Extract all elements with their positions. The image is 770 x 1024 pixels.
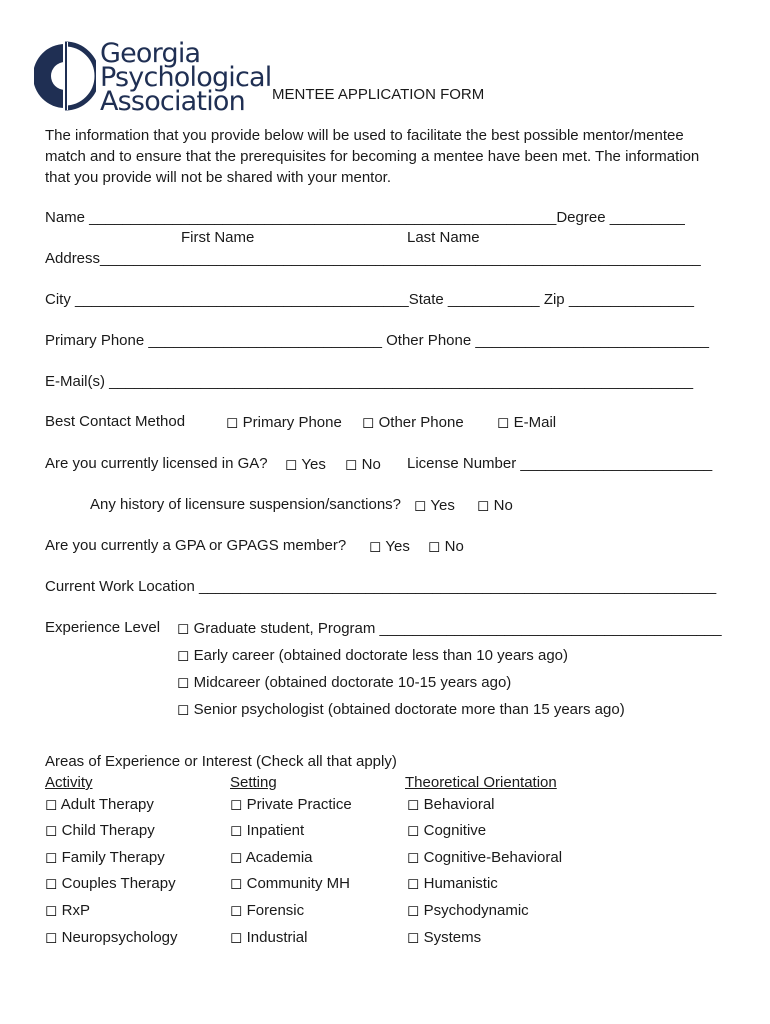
member-no-checkbox[interactable]: ◻ No [428,538,464,555]
city-state-zip-field[interactable]: City ________________________________________State ___________ Zip _______________ [45,291,694,308]
orientation-checkbox[interactable]: ◻ Cognitive-Behavioral [407,849,563,866]
contact-other-checkbox[interactable]: ◻ Other Phone [362,414,464,431]
suspension-no-checkbox[interactable]: ◻ No [477,497,513,514]
activity-checkbox[interactable]: ◻ Child Therapy [45,822,155,839]
org-name-line3: Association [100,86,245,117]
org-name-line2: Psychological [100,62,272,93]
activity-checkbox[interactable]: ◻ RxP [45,902,90,919]
experience-label: Experience Level [45,619,161,636]
setting-checkbox[interactable]: ◻ Forensic [230,902,305,919]
setting-checkbox[interactable]: ◻ Academia [230,849,313,866]
orientation-checkbox[interactable]: ◻ Psychodynamic [407,902,529,919]
setting-checkbox[interactable]: ◻ Private Practice [230,796,352,813]
license-number-field[interactable]: License Number _______________________ [407,455,713,472]
activity-checkbox[interactable]: ◻ Family Therapy [45,849,165,866]
licensed-label: Are you currently licensed in GA? [45,455,268,472]
activity-checkbox[interactable]: ◻ Adult Therapy [45,796,154,813]
org-name-line1: Georgia [100,38,201,69]
setting-checkbox[interactable]: ◻ Community MH [230,875,350,892]
member-label: Are you currently a GPA or GPAGS member? [45,537,347,554]
intro-line: match and to ensure that the prerequisites for becoming a mentee have been met. The information [45,148,700,165]
licensed-no-checkbox[interactable]: ◻ No [345,456,381,473]
setting-checkbox[interactable]: ◻ Industrial [230,929,308,946]
gpa-logo-icon [34,40,96,112]
form-title: MENTEE APPLICATION FORM [272,86,485,103]
orientation-checkbox[interactable]: ◻ Cognitive [407,822,487,839]
orientation-checkbox[interactable]: ◻ Humanistic [407,875,498,892]
licensed-yes-checkbox[interactable]: ◻ Yes [285,456,326,473]
name-field[interactable]: Name ________________________________________________________Degree _________ [45,209,685,226]
member-yes-checkbox[interactable]: ◻ Yes [369,538,410,555]
contact-email-checkbox[interactable]: ◻ E-Mail [497,414,557,431]
last-name-caption: Last Name [407,229,480,246]
exp-graduate-checkbox[interactable]: ◻ Graduate student, Program _________________________________________ [177,620,722,637]
address-field[interactable]: Address________________________________________________________________________ [45,250,701,267]
contact-method-label: Best Contact Method [45,413,186,430]
setting-header: Setting [230,774,277,791]
exp-early-checkbox[interactable]: ◻ Early career (obtained doctorate less than 10 years ago) [177,647,568,664]
activity-checkbox[interactable]: ◻ Neuropsychology [45,929,178,946]
contact-primary-checkbox[interactable]: ◻ Primary Phone [226,414,342,431]
setting-checkbox[interactable]: ◻ Inpatient [230,822,305,839]
first-name-caption: First Name [181,229,255,246]
activity-checkbox[interactable]: ◻ Couples Therapy [45,875,176,892]
orientation-header: Theoretical Orientation [405,774,557,791]
intro-line: The information that you provide below will be used to facilitate the best possible mentor/mentee [45,127,684,144]
email-field[interactable]: E-Mail(s) ______________________________________________________________________ [45,373,694,390]
areas-heading: Areas of Experience or Interest (Check all that apply) [45,753,397,770]
exp-senior-checkbox[interactable]: ◻ Senior psychologist (obtained doctorate more than 15 years ago) [177,701,625,718]
work-location-field[interactable]: Current Work Location ______________________________________________________________ [45,578,717,595]
intro-text [45,125,735,188]
phone-fields[interactable]: Primary Phone ____________________________ Other Phone ____________________________ [45,332,709,349]
intro-line: that you provide will not be shared with your mentor. [45,169,392,186]
orientation-checkbox[interactable]: ◻ Behavioral [407,796,495,813]
activity-header: Activity [45,774,93,791]
exp-mid-checkbox[interactable]: ◻ Midcareer (obtained doctorate 10-15 years ago) [177,674,512,691]
orientation-checkbox[interactable]: ◻ Systems [407,929,482,946]
suspension-yes-checkbox[interactable]: ◻ Yes [414,497,455,514]
suspension-label: Any history of licensure suspension/sanctions? [90,496,402,513]
